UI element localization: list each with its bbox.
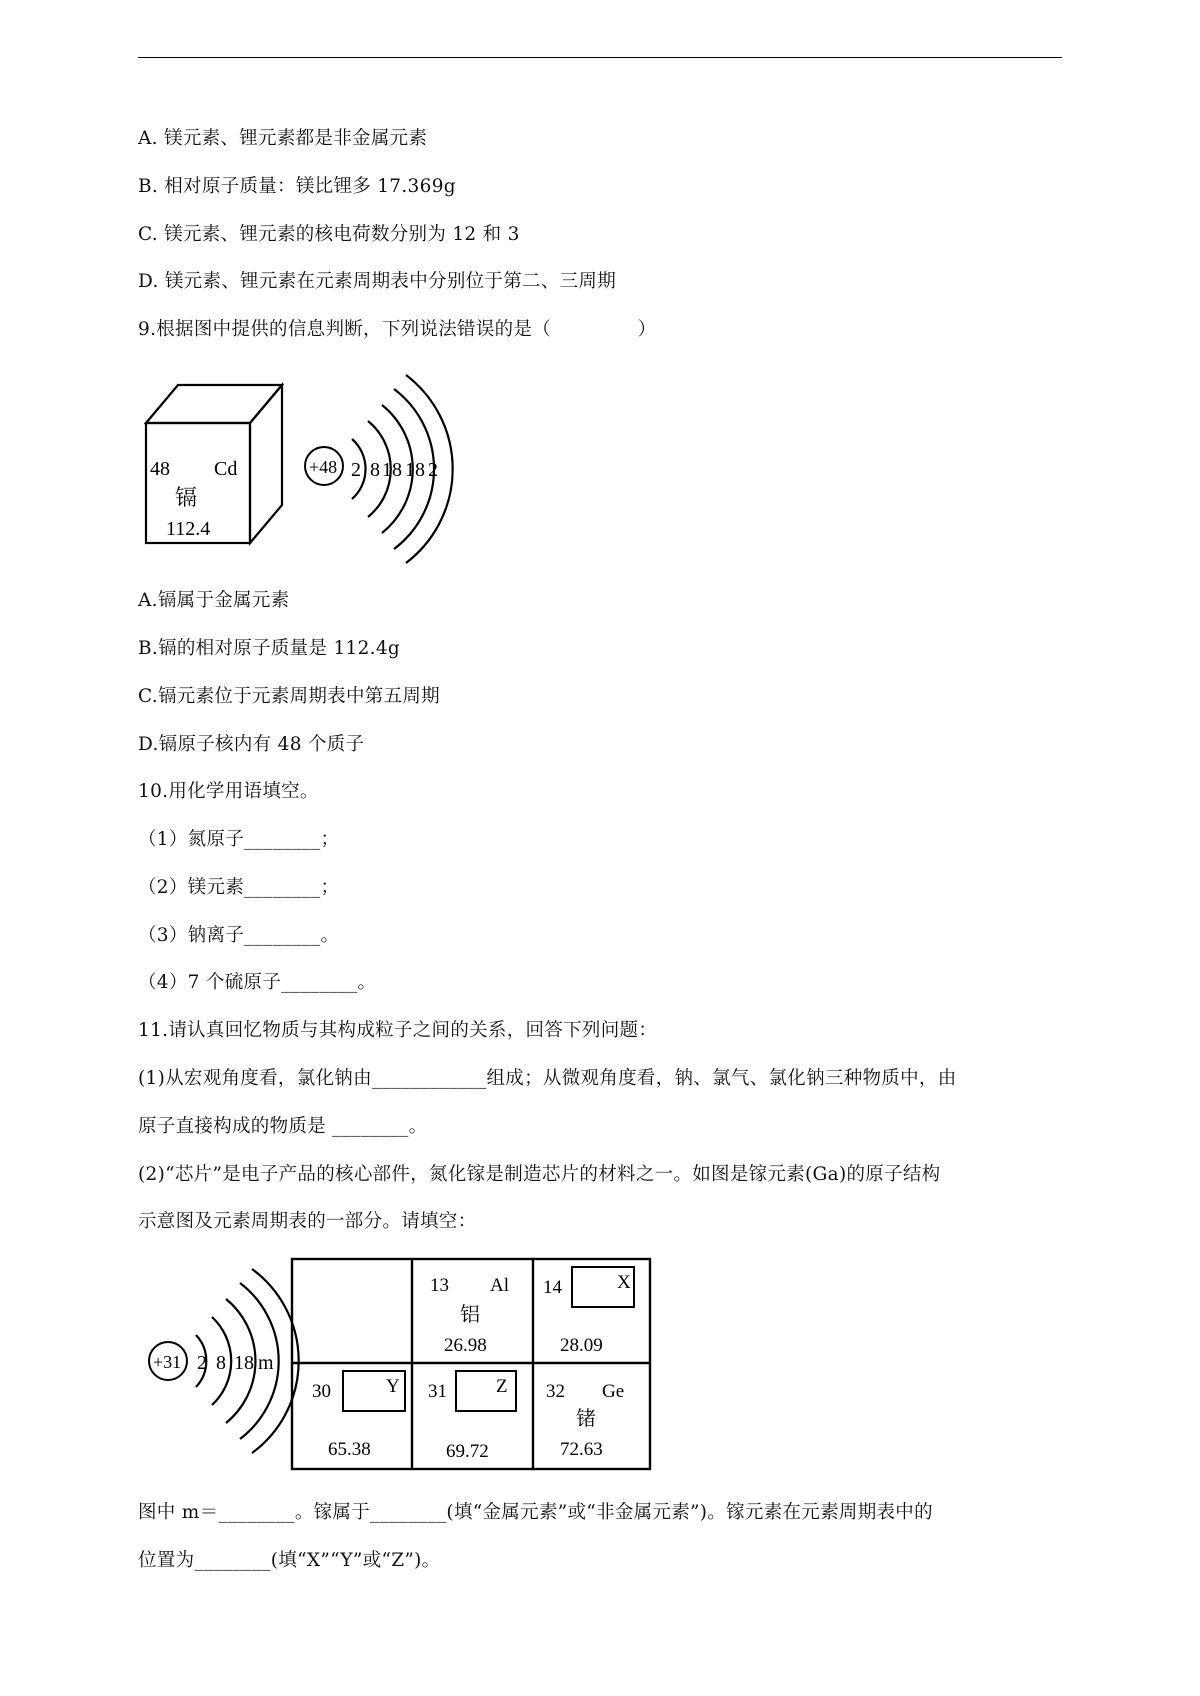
q11-part2-line1: (2)“芯片”是电子产品的核心部件，氮化镓是制造芯片的材料之一。如图是镓元素(Ga)的原子结构: [138, 1164, 941, 1185]
q10-item-3: （3）钠离子________。: [138, 925, 340, 946]
gallium-figure: [140, 1255, 660, 1475]
ge-name: 锗: [576, 1406, 596, 1430]
cd-shell-3: 18: [382, 459, 402, 481]
al-number: 13: [430, 1275, 449, 1296]
cd-name: 镉: [175, 486, 198, 511]
ga-shell-1: 2: [197, 1352, 207, 1374]
z-mass: 69.72: [446, 1441, 489, 1462]
q8-option-d: D. 镁元素、锂元素在元素周期表中分别位于第二、三周期: [138, 271, 617, 292]
y-mass: 65.38: [328, 1439, 371, 1460]
cd-shell-5: 2: [428, 459, 438, 481]
cd-shell-1: 2: [351, 459, 361, 481]
q9-option-a: A.镉属于金属元素: [138, 590, 290, 611]
ga-shell-3: 18: [234, 1352, 254, 1374]
q8-option-b: B. 相对原子质量：镁比锂多 17.369g: [138, 176, 456, 197]
q8-option-a: A. 镁元素、锂元素都是非金属元素: [138, 128, 428, 149]
q10-item-2: （2）镁元素________；: [138, 877, 340, 898]
cadmium-figure: [130, 365, 460, 565]
cd-symbol: Cd: [214, 458, 238, 480]
q8-option-c: C. 镁元素、锂元素的核电荷数分别为 12 和 3: [138, 224, 520, 245]
ge-mass: 72.63: [560, 1439, 603, 1460]
al-mass: 26.98: [444, 1335, 487, 1356]
ge-number: 32: [546, 1381, 565, 1402]
q9-option-d: D.镉原子核内有 48 个质子: [138, 734, 365, 755]
cd-atomic-number: 48: [150, 458, 170, 480]
cd-nucleus: +48: [309, 457, 338, 477]
cd-mass: 112.4: [166, 518, 211, 540]
q11-part1-line1: (1)从宏观角度看，氯化钠由____________组成；从微观角度看，钠、氯气、氯化钠三种物质中，由: [138, 1068, 957, 1089]
q11-part3-line1: 图中 m＝________。镓属于________(填“金属元素”或“非金属元素”)。镓元素在元素周期表中的: [138, 1502, 933, 1523]
x-number: 14: [543, 1277, 562, 1298]
x-mass: 28.09: [560, 1335, 603, 1356]
q11-part3-line2: 位置为________(填“X”“Y”或“Z”)。: [138, 1550, 441, 1571]
header-rule: [138, 57, 1062, 58]
q11-part2-line2: 示意图及元素周期表的一部分。请填空：: [138, 1211, 477, 1232]
q11-stem: 11.请认真回忆物质与其构成粒子之间的关系，回答下列问题：: [138, 1020, 658, 1041]
q9-option-b: B.镉的相对原子质量是 112.4g: [138, 638, 401, 659]
ga-shell-2: 8: [216, 1352, 226, 1374]
x-symbol: X: [617, 1272, 631, 1293]
y-number: 30: [312, 1381, 331, 1402]
q10-item-4: （4）7 个硫原子________。: [138, 972, 377, 993]
q9-option-c: C.镉元素位于元素周期表中第五周期: [138, 686, 440, 707]
q9-stem: 9.根据图中提供的信息判断，下列说法错误的是（ ）: [138, 319, 657, 340]
y-symbol: Y: [386, 1376, 400, 1397]
q10-stem: 10.用化学用语填空。: [138, 781, 319, 802]
al-symbol: Al: [490, 1275, 509, 1296]
cd-shell-4: 18: [405, 459, 425, 481]
q11-part1-line2: 原子直接构成的物质是 ________。: [138, 1116, 428, 1137]
al-name: 铝: [460, 1302, 480, 1326]
cd-shell-2: 8: [370, 459, 380, 481]
z-symbol: Z: [496, 1376, 508, 1397]
z-number: 31: [428, 1381, 447, 1402]
q10-item-1: （1）氮原子________；: [138, 829, 340, 850]
ga-nucleus: +31: [153, 1352, 182, 1372]
ga-shell-m: m: [258, 1352, 274, 1374]
ge-symbol: Ge: [602, 1381, 625, 1402]
